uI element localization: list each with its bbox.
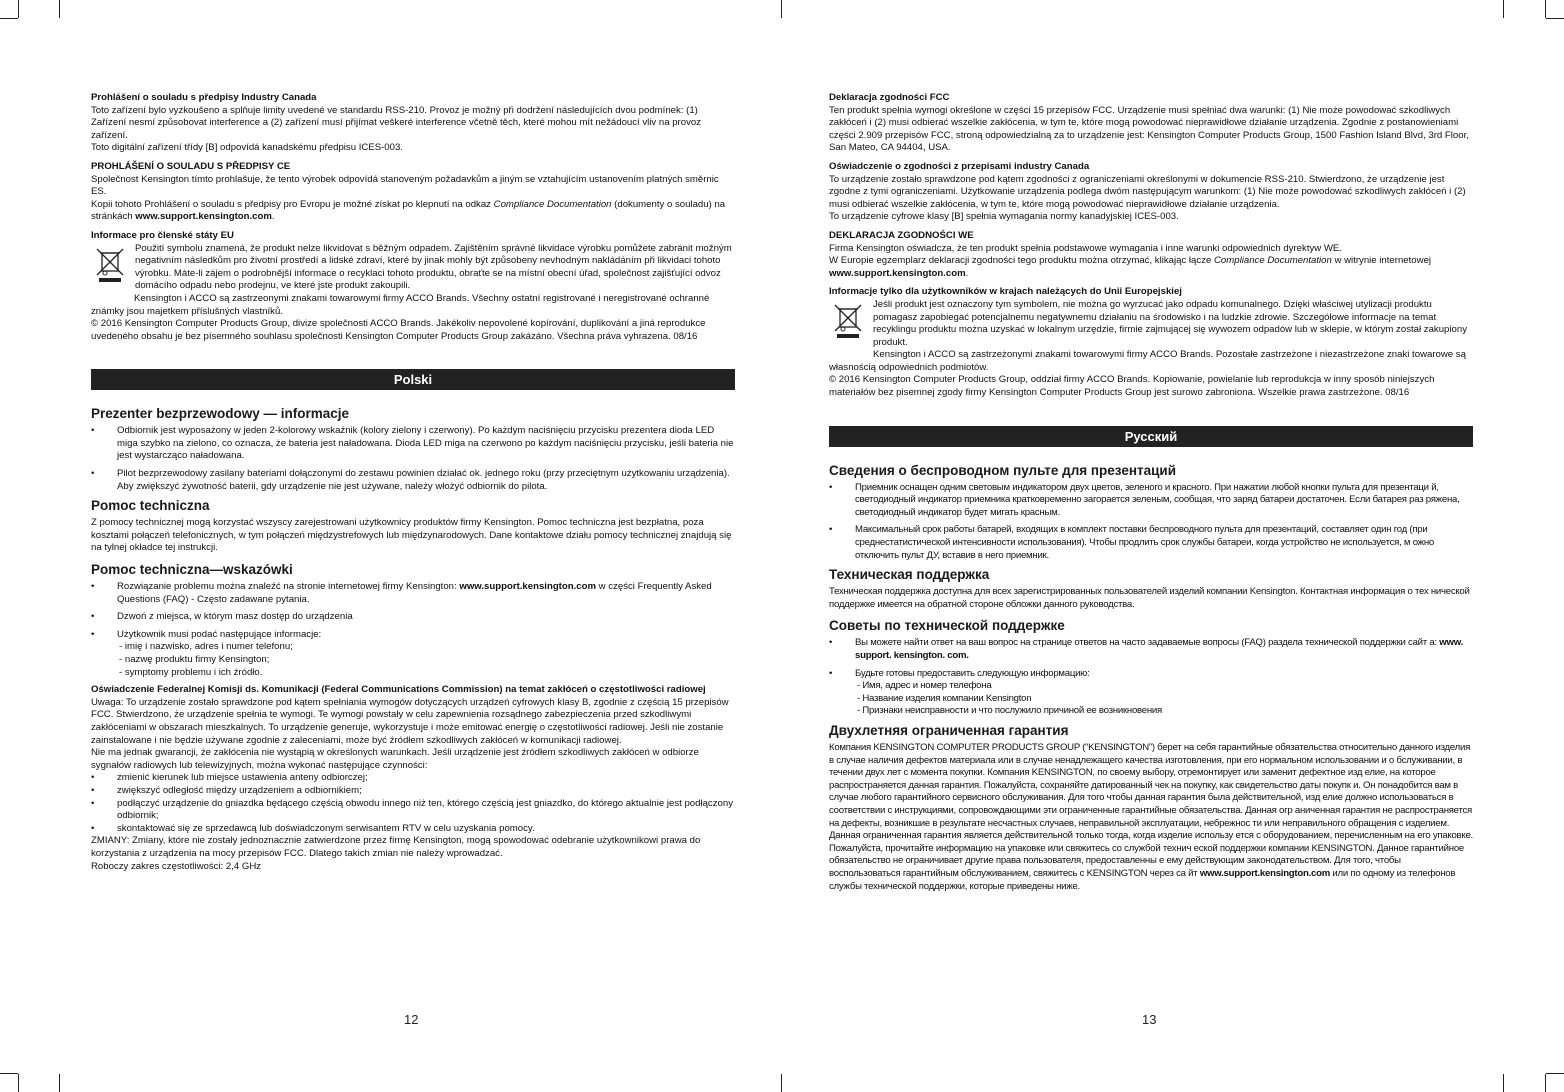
list-item: • Максимальный срок работы батарей, входящих в комплект поставки беспроводного пульта для презентаций, составляет один год (при среднестатистической интенсивности использования). Чтобы продлить срок службы батареи, когда устройство не используется, м ожно отключить пульт ДУ, вставив в него приемник. [829,524,1473,562]
bullet-list [829,482,1473,563]
crop-mark [1503,1074,1504,1092]
text-span: Rozwiązanie problemu można znaleźć na stronie internetowej firmy Kensington: [117,581,460,593]
list-item [829,637,1473,662]
section-heading: Oświadczenie o zgodności z przepisami industry Canada [829,160,1090,172]
paragraph: Roboczy zakres częstotliwości: 2,4 GHz [91,860,262,872]
crop-mark [59,0,60,18]
section-heading: PROHLÁŠENÍ O SOULADU S PŘEDPISY CE [91,160,291,172]
sub-list-item: - imię i nazwisko, adres i numer telefonu; [119,641,735,654]
text-span: Вы можете найти ответ на ваш вопрос на странице ответов на часто задаваемые вопросы (FAQ) раздела технической поддержки сайт а: [855,637,1440,649]
crop-mark [0,18,18,19]
list-item [829,668,1473,718]
bullet-list [91,425,735,493]
paragraph: Kensington i ACCO są zastrzeonymi znakami towarowymi firmy ACCO Brands. Všechny ostatní registrované i neregistrované ochranné známky jsou majetkem příslušných vlastníků. [91,292,710,317]
section-heading: Сведения о беспроводном пульте для презентаций [829,462,1177,478]
paragraph: Firma Kensington oświadcza, że ten produkt spełnia podstawowe wymagania i inne warunki odpowiednich dyrektyw WE. [829,242,1342,254]
paragraph: Nie ma jednak gwarancji, że zakłócenia nie wystąpią w określonych warunkach. Jeśli urządzenie jest źródłem szkodliwych zakłóceń w odbiorze sygnałów radiowych lub telewizyjnych, można wykonać następujące czynności: [91,747,699,771]
text-span: W Europie egzemplarz deklaracji zgodności tego produktu można otrzymać, klikając łącze [829,255,1214,267]
language-bar: Polski [91,369,735,390]
sub-list [855,680,1473,718]
list-item: • zmienić kierunek lub miejsce ustawienia anteny odbiorczej; [91,772,735,785]
bullet-list [91,772,735,835]
bullet-list [829,637,1473,718]
paragraph: Toto digitální zařízení třídy [B] odpovídá kanadskému předpisu ICES-003. [91,142,403,154]
section-heading: Informace pro členské státy EU [91,229,234,241]
section-heading: Informacje tylko dla użytkowników w krajach należących do Unii Europejskiej [829,286,1182,298]
section-heading: Pomoc techniczna [91,498,210,514]
crop-mark [18,1074,19,1092]
support-url[interactable]: www.support.kensington.com [829,267,966,279]
paragraph: Uwaga: To urządzenie zostało sprawdzone pod kątem spełniania wymogów dotyczących urządzeń cyfrowych klasy B, zgodnie z częścią 15 przepisów FCC. Stwierdzono, że urządzenie spełnia te wymogi. Te wymogi powstały w celu zapewnienia rozsądnego zabezpieczenia przed szkodliwymi zakłóceniami w obszarach mieszkalnych. To urządzenie generuje, wykorzystuje i może emitować energię o częstotliwości radiowej. Jeśli nie zostanie zainstalowane i nie będzie używane zgodnie z zaleceniami, może być źródłem szkodliwych zakłóceń w komunikacji radiowej. [91,696,729,746]
sub-list-item: - Имя, адрес и номер телефона [857,680,1473,693]
paragraph: ZMIANY: Zmiany, które nie zostały jednoznacznie zatwierdzone przez firmę Kensington, mogą spowodować odebranie użytkownikowi prawa do korzystania z urządzenia na mocy przepisów FCC. Dlatego takich zmian nie należy wprowadzać. [91,835,701,859]
crop-mark [781,1074,782,1092]
compliance-doc-link[interactable]: Compliance Documentation [1214,255,1332,267]
text-span: Kopii tohoto Prohlášení o souladu s předpisy pro Evropu je možné získat po klepnutí na odkaz [91,198,494,210]
text-span: Użytkownik musi podać następujące informacje: [117,628,322,640]
paragraph: © 2016 Kensington Computer Products Group, divize společnosti ACCO Brands. Jakékoliv nepovolené kopírování, duplikování a jiná reprodukce uvedeného obsahu je bez písemného souhlasu společnosti Kensington Computer Products Group zakázáno. Všechna práva vyhrazena. 08/16 [91,318,706,342]
crop-mark [1546,1073,1564,1074]
paragraph: © 2016 Kensington Computer Products Group, oddział firmy ACCO Brands. Kopiowanie, powielanie lub reprodukcja w inny sposób niniejszych materiałów bez pisemnej zgody firmy Kensington Computer Products Group jest surowo zabroniona. Wszelkie prawa zastrzeżone. 08/16 [829,374,1435,399]
section-heading: Советы по технической поддержке [829,618,1065,634]
paragraph: To urządzenie zostało sprawdzone pod kątem zgodności z ograniczeniami określonymi w dokumencie RSS-210. Stwierdzono, że urządzenie jest zgodne z tymi ograniczeniami. Użytkowanie urządzenia podlega dwóm następującym warunkom: (1) Nie może powodować szkodliwych zakłóceń i (2) musi odbierać wszelkie zakłócenia, w tym te, które mogą powodować nieprawidłowe działanie urządzenia. [829,173,1466,210]
text-span: Будьте готовы предоставить следующую информацию: [855,667,1090,679]
list-item: • Приемник оснащен одним световым индикатором двух цветов, зеленого и красного. При нажатии любой кнопки пульта для презентаци й, светодиодный индикатор приемника кратковременно загорается зеленым, сообщая, что заряд батареи достаточен. Если батарея раз ряжена, светодиодный индикатор будет мигать красным. [829,482,1473,520]
sub-list-item: - Название изделия компании Kensington [857,693,1473,706]
section-heading: DEKLARACJA ZGODNOŚCI WE [829,229,974,241]
section-heading: Deklaracja zgodności FCC [829,92,950,103]
paragraph: Jeśli produkt jest oznaczony tym symbolem, nie można go wyrzucać jako odpadu komunalnego. Dzięki właściwej utylizacji produktu pomagasz zapobiegać potencjalnemu negatywnemu działaniu na środowisko i na ludzkie zdrowie. Szczegółowe informacje na temat recyklingu produktu można uzyskać w lokalnym urzędzie, firmie zajmującej się wywozem odpadów lub w sklepie, w którym został zakupiony produkt. [873,298,1467,348]
text-span: . [965,267,969,279]
weee-block [91,243,735,293]
list-item [91,581,735,606]
paragraph: To urządzenie cyfrowe klasy [B] spełnia wymagania normy kanadyjskiej ICES-003. [829,211,1179,223]
text-span: w części Frequently Asked Questions (FAQ) - Często zadawane pytania. [117,581,712,605]
compliance-doc-link[interactable]: Compliance Documentation [493,198,612,210]
paragraph: Toto zařízení bylo vyzkoušeno a splňuje limity uvedené ve standardu RSS-210. Provoz je možný při dodržení následujících dvou podmínek: (1) Zařízení nesmí způsobovat interference a (2) zařízení musí přijímat veškeré interference včetně těch, které mohou mít nežádoucí vliv na provoz zařízení. [91,104,702,141]
page-number: 12 [404,1012,419,1027]
section-heading: Prohlášení o souladu s předpisy Industry Canada [91,92,317,103]
section-heading: Prezenter bezprzewodowy — informacje [91,406,350,422]
paragraph [829,255,1473,280]
list-item [91,629,735,679]
crop-mark [1503,0,1504,18]
crossed-out-wheelie-bin-icon [91,243,135,293]
crossed-out-wheelie-bin-icon [829,299,873,349]
paragraph: Použití symbolu znamená, že produkt nelze likvidovat s běžným odpadem. Zajištěním správné likvidace výrobku pomůžete zabránit možným negativním následkům pro životní prostředí a lidské zdraví, které by jinak mohly být způsobeny nevhodným nakládáním při likvidaci tohoto výrobku. Máte-li zájem o podrobnější informace o recyklaci tohoto produktu, obraťte se na místní obecní úřad, společnost zajišťující odvoz domácího odpadu nebo prodejnu, ve které jste produkt zakoupili. [135,242,732,292]
list-item: • Odbiornik jest wyposażony w jeden 2-kolorowy wskaźnik (kolory zielony i czerwony). Po każdym naciśnięciu przycisku prezentera dioda LED miga szybko na zielono, co oznacza, że bateria jest naładowana. Dioda LED miga na czerwono po każdym naciśnięciu przycisku, jeśli bateria nie jest wystarcząco naładowana. [91,425,735,463]
language-bar: Русский [829,426,1473,447]
section-heading: Oświadczenie Federalnej Komisji ds. Komunikacji (Federal Communications Commission) na temat zakłóceń o częstotliwości radiowej [91,684,706,696]
support-url[interactable]: www.support.kensington.com [1199,867,1330,879]
paragraph [829,742,1473,893]
paragraph: Z pomocy technicznej mogą korzystać wszyscy zarejestrowani użytkownicy produktów firmy Kensington. Pomoc techniczna jest bezpłatna, poza kosztami połączeń telefonicznych, w tym połączeń międzystrefowych lub międzynarodowych. Dane kontaktowe działu pomocy technicznej znajdują się na tylnej okładce tej instrukcji. [91,517,732,554]
text-span: w witrynie internetowej [1331,255,1432,267]
russian-section [829,463,1473,893]
list-item: • podłączyć urządzenie do gniazdka będącego częścią obwodu innego niż ten, którego częścią jest gniazdko, do którego aktualnie jest podłączony odbiornik; [91,798,735,823]
sub-list-item: - symptomy problemu i ich źródło. [119,667,735,680]
support-url[interactable]: www.support.kensington.com [459,581,596,593]
left-page [91,92,735,873]
support-url[interactable]: www.support.kensington.com [135,211,272,223]
right-page [829,92,1473,893]
text-span: . [271,211,275,223]
paragraph: Společnost Kensington tímto prohlašuje, že tento výrobek odpovídá stanoveným požadavkům a jiným se vztahujícím ustanovením platných směrnic ES. [91,173,719,198]
crop-mark [59,1074,60,1092]
weee-block [829,299,1473,349]
sub-list-item: - Признаки неисправности и что послужило причиной ее возникновения [857,705,1473,718]
list-item: • skontaktować się ze sprzedawcą lub doświadczonym serwisantem RTV w celu uzyskania pomocy. [91,823,735,836]
list-item: • Dzwoń z miejsca, w którym masz dostęp do urządzenia [91,611,735,624]
crop-mark [0,1073,18,1074]
sub-list-item: - nazwę produktu firmy Kensington; [119,654,735,667]
section-heading: Pomoc techniczna—wskazówki [91,562,293,578]
crop-mark [781,0,782,18]
crop-mark [1545,1074,1546,1092]
section-heading: Двухлетняя ограниченная гарантия [829,722,1069,738]
text-span: или по одному из телефонов службы технической поддержки, которые приведены ниже. [829,867,1456,892]
text-span: (dokumenty o souladu) na stránkách [91,198,726,223]
sub-list [117,641,735,679]
paragraph: Техническая поддержка доступна для всех зарегистрированных пользователей изделий компании Kensington. Контактная информация о тех нической поддержке имеется на обратной стороне обложки данного руководства. [829,586,1470,610]
crop-mark [1545,0,1546,18]
section-heading: Техническая поддержка [829,567,990,583]
bullet-list [91,581,735,679]
paragraph [91,199,735,224]
list-item: • zwiększyć odległość między urządzeniem a odbiornikiem; [91,785,735,798]
paragraph: Ten produkt spełnia wymogi określone w części 15 przepisów FCC. Urządzenie musi spełniać dwa warunki: (1) Nie może powodować szkodliwych zakłóceń i (2) musi odbierać wszelkie zakłócenia, w tym te, które mogą powodować nieprawidłowe działanie urządzenia. Zgodnie z postanowieniami części 2.909 przepisów FCC, stroną odpowiedzialną za to urządzenie jest: Kensington Computer Products Group, 1500 Fashion Island Blvd, 3rd Floor, San Mateo, CA 94404, USA. [829,104,1469,154]
page-number: 13 [1142,1012,1157,1027]
text-span: Компания KENSINGTON COMPUTER PRODUCTS GROUP (“KENSINGTON”) берет на себя гарантийные обязательства относительно данного изделия в случае наличия дефектов материала или в случае ненадлежащего качества изготовления, при его нормальном использовании и о бслуживании, в течении двух лет с момента покупки. Компания KENSINGTON, по своему выбору, отремонтирует или заменит дефектное изд елие, на которое распространяется данная гарантия. Пожалуйста, сохраняйте датированный чек на покупку, как свидетельство даты покупк и. Он понадобится вам в случае любого гарантийного сервисного обслуживания. Для того чтобы данная гарантия была действительной, изд елие должно использоваться в соответствии с инструкциями, сопровождающими эти ограниченные гарантийные обязательства. Данная огр аниченная гарантия не распространяется на дефекты, возникшие в результате несчастных случаев, неправильной эксплуатации, небрежнос ти или неправильного обращения с изделием. Данная ограниченная гарантия является действительной только тогда, когда изделие использу ется с оборудованием, перечисленным на его упаковке. Пожалуйста, прочитайте информацию на упаковке или свяжитесь со службой технич еской поддержки компании KENSINGTON. Данное гарантийное обязательство не ограничивает другие права пользователя, предоставленны е ему действующим законодательством. Для того, чтобы воспользоваться гарантийным обслуживанием, свяжитесь с KENSINGTON через са йт [829,741,1473,879]
support-url[interactable]: www. support. kensington. com. [855,637,1463,661]
crop-mark [1546,18,1564,19]
list-item: • Pilot bezprzewodowy zasilany bateriami dołączonymi do zestawu powinien działać ok. jednego roku (przy przeciętnym użytkowaniu urządzenia). Aby zwiększyć żywotność baterii, gdy urządzenie nie jest używane, należy włożyć odbiornik do pilota. [91,468,735,493]
paragraph: Kensington i ACCO są zastrzeżonymi znakami towarowymi firmy ACCO Brands. Pozostałe zastrzeżone i niezastrzeżone znaki towarowe są własnością odpowiednich podmiotów. [829,349,1466,373]
crop-mark [18,0,19,18]
